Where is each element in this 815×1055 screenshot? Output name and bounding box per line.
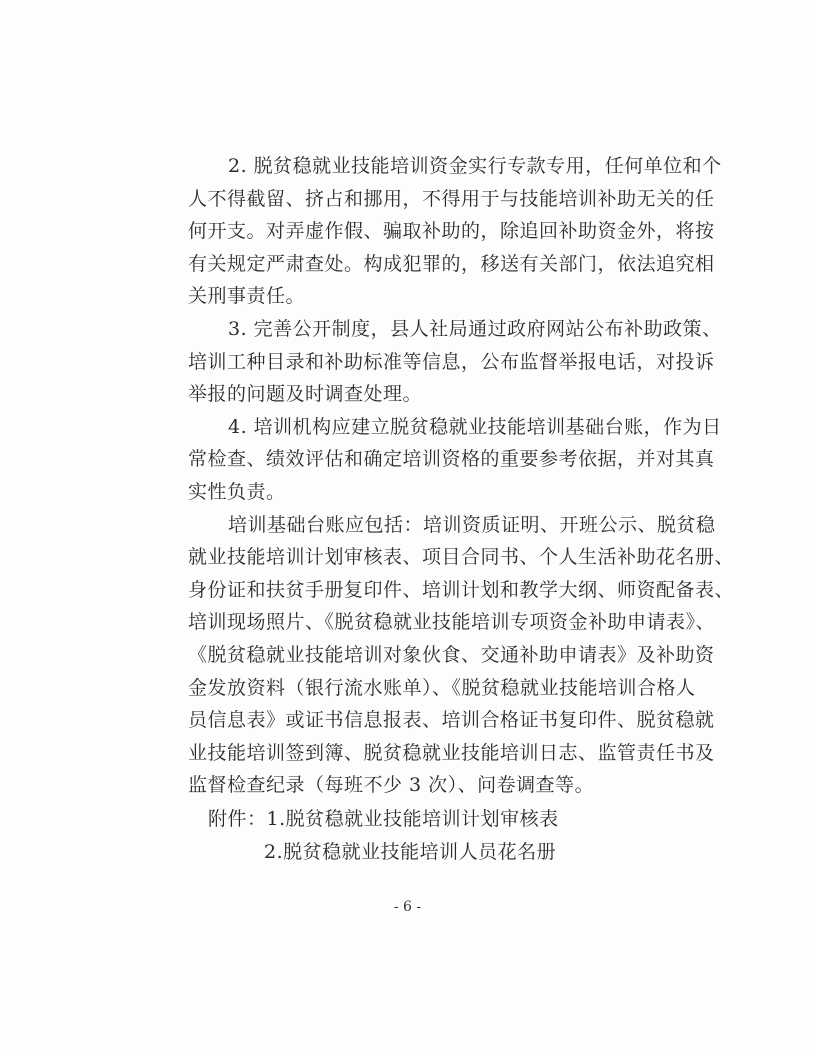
paragraph-2-line-3: 举报的问题及时调查处理。 [188, 383, 423, 406]
paragraph-3-line-3: 实性负责。 [188, 480, 286, 503]
page-number: - 6 - [393, 899, 422, 915]
paragraph-4-line-9: 监督检查纪录（每班不少 3 次）、问卷调查等。 [188, 774, 595, 797]
paragraph-4-line-4: 培训现场照片、《脱贫稳就业技能培训专项资金补助申请表》、 [188, 611, 716, 634]
paragraph-4-line-5: 《脱贫稳就业技能培训对象伙食、交通补助申请表》及补助资 [188, 643, 715, 666]
paragraph-4-line-2: 就业技能培训计划审核表、项目合同书、个人生活补助花名册、 [188, 546, 735, 569]
paragraph-1-line-3: 何开支。对弄虚作假、骗取补助的，除追回补助资金外，将按 [188, 220, 715, 243]
paragraph-1-line-5: 关刑事责任。 [188, 285, 306, 308]
paragraph-2-line-1: 3. 完善公开制度，县人社局通过政府网站公布补助政策、 [228, 317, 722, 340]
paragraph-3-line-2: 常检查、绩效评估和确定培训资格的重要参考依据，并对其真 [188, 448, 715, 471]
paragraph-4-line-3: 身份证和扶贫手册复印件、培训计划和教学大纲、师资配备表、 [188, 578, 735, 601]
paragraph-4-line-8: 业技能培训签到簿、脱贫稳就业技能培训日志、监管责任书及 [188, 741, 715, 764]
attachment-item-1 [208, 803, 559, 836]
paragraph-2-line-2: 培训工种目录和补助标准等信息，公布监督举报电话，对投诉 [188, 350, 715, 373]
document-body [188, 150, 735, 802]
attachment-item-2: 2.脱贫稳就业技能培训人员花名册 [264, 841, 557, 863]
paragraph-1-line-4: 有关规定严肃查处。构成犯罪的，移送有关部门，依法追究相 [188, 252, 715, 275]
paragraph-1-line-1: 2. 脱贫稳就业技能培训资金实行专款专用，任何单位和个 [228, 155, 722, 177]
paragraph-4-line-7: 员信息表》或证书信息报表、培训合格证书复印件、脱贫稳就 [188, 709, 715, 732]
paragraph-4-line-6: 金发放资料（银行流水账单）、《脱贫稳就业技能培训合格人 [188, 676, 696, 699]
attachments-label: 附件： [208, 808, 267, 830]
paragraph-4-line-1: 培训基础台账应包括：培训资质证明、开班公示、脱贫稳 [228, 513, 716, 536]
paragraph-3-line-1: 4. 培训机构应建立脱贫稳就业技能培训基础台账，作为日 [228, 415, 722, 438]
attachment-item-1-text: 1.脱贫稳就业技能培训计划审核表 [266, 808, 559, 830]
paragraph-1-line-2: 人不得截留、挤占和挪用，不得用于与技能培训补助无关的任 [188, 187, 715, 210]
attachments-list [208, 803, 559, 869]
